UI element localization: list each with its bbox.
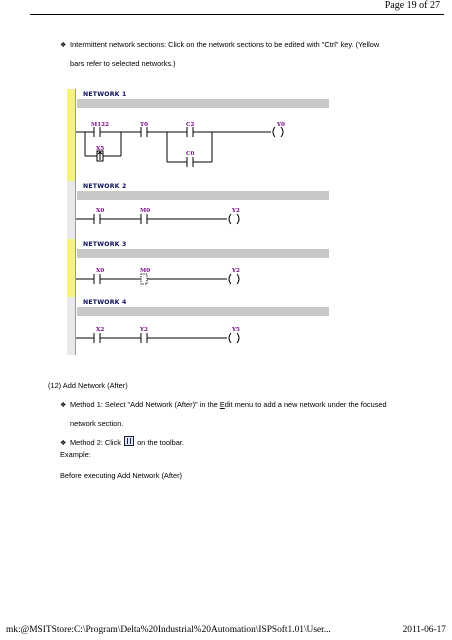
device-label: C0: [186, 151, 195, 157]
header-rule: [30, 14, 444, 15]
bullet-icon: ❖: [60, 42, 67, 49]
device-label: M122: [91, 122, 109, 128]
method-1-line-2: network section.: [70, 419, 124, 428]
network-1-title: NETWORK 1: [83, 91, 127, 98]
intro-line-2: bars refer to selected networks.): [70, 59, 176, 68]
network-1-rung: [76, 127, 283, 167]
method-2-line: ❖ Method 2: Click on the toolbar.: [60, 438, 184, 447]
device-label: M0: [140, 208, 151, 214]
device-label: X0: [96, 268, 105, 274]
footer-path: mk:@MSITStore:C:\Program\Delta%20Industrial%20Automation\ISPSoft1.01\User...: [6, 625, 331, 635]
device-label: T0: [140, 122, 149, 128]
bullet-icon: ❖: [60, 440, 67, 447]
device-label: Y2: [232, 268, 240, 274]
page-footer: [6, 624, 446, 636]
intro-line-1: ❖ Intermittent network sections: Click on the network sections to be edited with "Ctrl" key. (Yellow: [60, 40, 380, 49]
section-heading: (12) Add Network (After): [48, 381, 128, 390]
example-label: Example:: [60, 450, 91, 459]
network-4-rung: [76, 333, 239, 343]
device-label: Y2: [232, 208, 240, 214]
bullet-icon: ❖: [60, 402, 67, 409]
device-label: Y5: [232, 327, 240, 333]
footer-date: 2011-06-17: [402, 625, 446, 635]
network-2-rung: [76, 214, 239, 224]
method-1-line-1: ❖ Method 1: Select "Add Network (After)" in the Edit menu to add a new network under the focused: [60, 400, 387, 409]
device-label: X2: [96, 327, 105, 333]
add-network-after-icon: [124, 436, 134, 446]
device-label: M0: [140, 268, 151, 274]
device-label: Y2: [140, 327, 148, 333]
network-2-title: NETWORK 2: [83, 183, 127, 190]
device-label: C2: [186, 122, 195, 128]
network-4-title: NETWORK 4: [83, 299, 127, 306]
before-label: Before executing Add Network (After): [60, 471, 183, 480]
device-label: Y0: [277, 122, 285, 128]
page-number: Page 19 of 27: [384, 0, 440, 11]
network-3-rung: [76, 274, 239, 284]
network-3-title: NETWORK 3: [83, 241, 127, 248]
device-label: X0: [96, 208, 105, 214]
ladder-diagram: [67, 89, 329, 355]
device-label: X5: [96, 146, 105, 152]
ladder-rungs: [67, 89, 329, 355]
